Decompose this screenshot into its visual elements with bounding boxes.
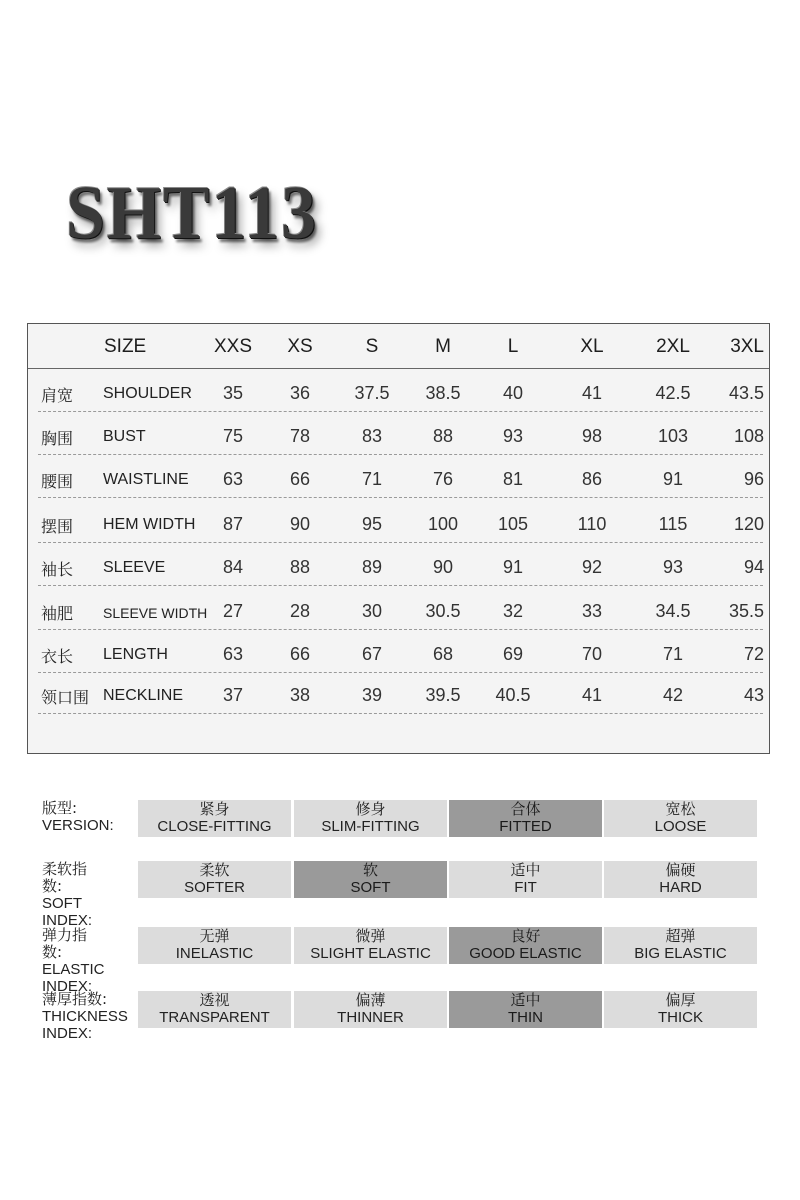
size-chart-row	[28, 543, 769, 586]
attribute-label-en: ELASTIC	[42, 961, 105, 978]
measurement-value: 30	[361, 601, 383, 621]
measurement-value: 72	[743, 644, 764, 664]
row-divider	[38, 497, 763, 498]
attribute-label-en: INDEX:	[42, 978, 93, 995]
measurement-value: 90	[432, 557, 454, 577]
measurement-value: 42.5	[655, 383, 691, 403]
attribute-option	[294, 800, 447, 837]
attribute-label-cn: 薄厚指数:	[42, 990, 108, 1008]
measurement-value: 120	[733, 514, 764, 534]
size-chart-header-row	[28, 324, 769, 369]
product-code-title: SHT113	[66, 171, 318, 255]
option-label-en: SOFTER	[184, 879, 245, 896]
measurement-value: 34.5	[655, 601, 691, 621]
measurement-value: 98	[581, 426, 603, 446]
size-header-xs: XS	[287, 336, 313, 357]
attribute-option	[604, 927, 757, 964]
measurement-value: 66	[289, 644, 311, 664]
measurement-value: 40	[502, 383, 524, 403]
attribute-option	[138, 800, 291, 837]
size-chart-row	[28, 500, 769, 543]
size-chart-row	[28, 630, 769, 673]
option-label-en: SOFT	[350, 879, 391, 896]
row-divider	[38, 585, 763, 586]
measurement-value: 81	[502, 469, 524, 489]
measurement-label-cn: 衣长	[41, 647, 74, 666]
option-label-en: GOOD ELASTIC	[469, 945, 582, 962]
option-label-cn: 紧身	[199, 800, 230, 818]
option-label-en: THICK	[658, 1009, 703, 1026]
size-chart-row	[28, 671, 769, 714]
measurement-label-en: NECKLINE	[103, 687, 184, 704]
attribute-label	[42, 861, 92, 929]
option-label-en: BIG ELASTIC	[634, 945, 727, 962]
size-header-label: SIZE	[104, 336, 147, 357]
option-label-cn: 宽松	[665, 800, 696, 818]
option-label-cn: 偏薄	[355, 991, 386, 1009]
measurement-value: 41	[581, 383, 603, 403]
option-label-en: INELASTIC	[175, 945, 254, 962]
measurement-label-cn: 摆围	[41, 517, 74, 536]
measurement-value: 30.5	[425, 601, 461, 621]
attribute-option	[604, 991, 757, 1028]
attribute-label-en: INDEX:	[42, 1025, 93, 1042]
option-label-cn: 柔软	[199, 861, 230, 879]
option-label-cn: 偏厚	[665, 991, 696, 1009]
measurement-value: 78	[289, 426, 311, 446]
option-label-en: FITTED	[499, 818, 552, 835]
measurement-value: 87	[222, 514, 244, 534]
measurement-value: 36	[289, 383, 311, 403]
option-label-en: HARD	[659, 879, 702, 896]
measurement-value: 95	[361, 514, 383, 534]
measurement-label-en: SHOULDER	[103, 385, 192, 402]
option-label-cn: 超弹	[665, 927, 696, 945]
measurement-value: 33	[581, 601, 603, 621]
measurement-value: 71	[662, 644, 684, 664]
attribute-label-en: SOFT	[42, 895, 82, 912]
measurement-value: 35.5	[728, 601, 764, 621]
option-label-en: CLOSE-FITTING	[157, 818, 272, 835]
measurement-value: 39.5	[425, 685, 461, 705]
measurement-value: 38	[289, 685, 311, 705]
measurement-value: 91	[502, 557, 524, 577]
measurement-value: 92	[581, 557, 603, 577]
measurement-value: 75	[222, 426, 244, 446]
measurement-label-en: WAISTLINE	[103, 471, 189, 488]
size-header-xl: XL	[580, 336, 604, 357]
measurement-value: 42	[662, 685, 684, 705]
attribute-option	[138, 991, 291, 1028]
option-label-cn: 无弹	[199, 927, 230, 945]
measurement-value: 90	[289, 514, 311, 534]
attribute-option-selected	[449, 927, 602, 964]
measurement-label-en: SLEEVE	[103, 559, 166, 576]
attribute-option	[604, 861, 757, 898]
measurement-label-cn: 领口围	[41, 688, 90, 707]
attribute-label-en: THICKNESS	[42, 1008, 128, 1025]
measurement-label-cn: 袖肥	[41, 604, 74, 623]
attribute-option	[449, 861, 602, 898]
attribute-option	[294, 991, 447, 1028]
attribute-label	[42, 991, 128, 1042]
measurement-value: 32	[502, 601, 524, 621]
attribute-option-selected	[449, 800, 602, 837]
attribute-option	[138, 927, 291, 964]
measurement-label-cn: 袖长	[41, 560, 74, 579]
measurement-value: 108	[733, 426, 764, 446]
size-header-s: S	[365, 336, 379, 357]
measurement-value: 66	[289, 469, 311, 489]
measurement-value: 70	[581, 644, 603, 664]
measurement-label-cn: 胸围	[41, 429, 74, 448]
measurement-label-en: SLEEVE WIDTH	[103, 605, 208, 621]
measurement-label-cn: 肩宽	[41, 386, 74, 405]
measurement-label-en: HEM WIDTH	[103, 516, 196, 533]
attribute-label-en: INDEX:	[42, 912, 93, 929]
option-label-cn: 微弹	[355, 927, 386, 945]
attribute-label-cn: 柔软指数:	[42, 860, 88, 895]
option-label-cn: 软	[362, 861, 378, 879]
measurement-label-en: BUST	[103, 428, 146, 445]
measurement-value: 93	[502, 426, 524, 446]
measurement-label-cn: 腰围	[41, 472, 74, 491]
size-header-l: L	[507, 336, 519, 357]
attribute-label-cn: 版型:	[42, 799, 78, 817]
measurement-value: 43	[743, 685, 764, 705]
measurement-value: 94	[743, 557, 764, 577]
option-label-en: FIT	[514, 879, 537, 896]
option-label-en: SLIGHT ELASTIC	[310, 945, 431, 962]
option-label-cn: 适中	[510, 991, 541, 1009]
measurement-value: 37.5	[354, 383, 390, 403]
measurement-value: 27	[222, 601, 244, 621]
size-header-3xl: 3XL	[730, 336, 764, 357]
option-label-cn: 偏硬	[665, 861, 696, 879]
measurement-value: 37	[222, 685, 244, 705]
attribute-option-selected	[294, 861, 447, 898]
row-divider	[38, 713, 763, 714]
attribute-label	[42, 927, 105, 995]
measurement-value: 84	[222, 557, 244, 577]
measurement-value: 103	[657, 426, 689, 446]
option-label-cn: 合体	[510, 800, 541, 818]
measurement-label-en: LENGTH	[103, 646, 168, 663]
measurement-value: 69	[502, 644, 524, 664]
size-chart-row	[28, 455, 769, 498]
measurement-value: 63	[222, 644, 244, 664]
size-header-m: M	[435, 336, 451, 357]
option-label-en: TRANSPARENT	[159, 1009, 270, 1026]
option-label-cn: 良好	[510, 927, 541, 945]
option-label-en: LOOSE	[654, 818, 707, 835]
option-label-cn: 透视	[199, 991, 230, 1009]
measurement-value: 96	[743, 469, 764, 489]
measurement-value: 88	[432, 426, 454, 446]
measurement-value: 40.5	[495, 685, 531, 705]
measurement-value: 71	[361, 469, 383, 489]
attribute-label-cn: 弹力指数:	[42, 926, 88, 961]
option-label-en: THIN	[508, 1009, 543, 1026]
size-chart-table	[27, 323, 770, 754]
measurement-value: 91	[662, 469, 684, 489]
measurement-value: 83	[361, 426, 383, 446]
attribute-option	[604, 800, 757, 837]
measurement-value: 41	[581, 685, 603, 705]
measurement-value: 76	[432, 469, 454, 489]
size-chart-row	[28, 587, 769, 630]
measurement-value: 43.5	[728, 383, 764, 403]
measurement-value: 63	[222, 469, 244, 489]
attribute-option	[294, 927, 447, 964]
attribute-option-selected	[449, 991, 602, 1028]
measurement-value: 86	[581, 469, 603, 489]
measurement-value: 28	[289, 601, 311, 621]
measurement-value: 38.5	[425, 383, 461, 403]
size-header-xxs: XXS	[213, 336, 253, 357]
attribute-option	[138, 861, 291, 898]
option-label-cn: 修身	[355, 800, 386, 818]
measurement-value: 89	[361, 557, 383, 577]
measurement-value: 68	[432, 644, 454, 664]
measurement-value: 110	[577, 514, 607, 534]
size-chart-row	[28, 369, 769, 412]
measurement-value: 115	[658, 514, 688, 534]
measurement-value: 100	[427, 514, 459, 534]
measurement-value: 88	[289, 557, 311, 577]
measurement-value: 93	[662, 557, 684, 577]
option-label-en: THINNER	[337, 1009, 404, 1026]
option-label-en: SLIM-FITTING	[321, 818, 420, 835]
attribute-label-en: VERSION:	[42, 817, 114, 834]
measurement-value: 35	[222, 383, 244, 403]
size-chart-row	[28, 412, 769, 455]
measurement-value: 39	[361, 685, 383, 705]
measurement-value: 105	[497, 514, 529, 534]
measurement-value: 67	[361, 644, 383, 664]
option-label-cn: 适中	[510, 861, 541, 879]
attribute-label	[42, 800, 114, 834]
size-header-2xl: 2XL	[656, 336, 690, 357]
